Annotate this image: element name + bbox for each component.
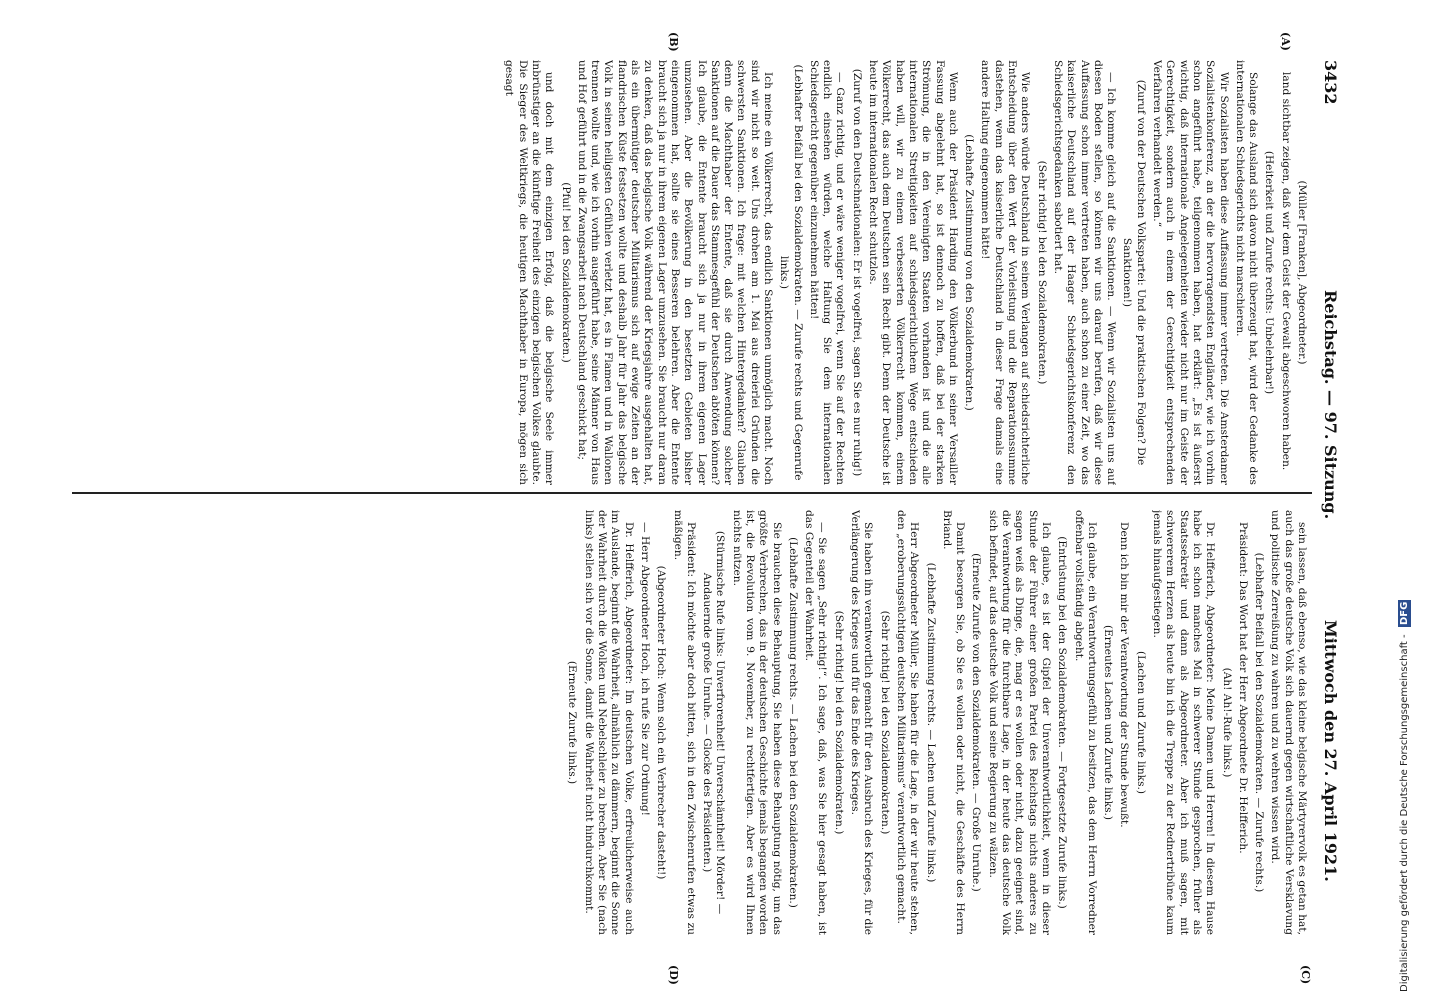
margin-marker-d: (D) [667,965,680,985]
interjection: (Erneutes Lachen und Zurufe links.) [1102,624,1115,821]
interjection: (Pfui! bei den Sozialdemokraten.) [559,182,572,363]
paragraph: Ich meine ein Völkerrecht, das endlich Sanktionen unmöglich macht. Noch sind wir nicht so weit. Uns drohen am 1. Mai aus dreierlei Gründen die schwersten Sanktionen. Ich frage: mit welchen Hintergedanken? Glauben denn die Machthaber der Entente, daß sie durch Anwendung solcher Sanktionen auf die Dauer das Stammesgefühl der Deutschen abtöten können? Ich glaube, die Entente braucht sich ja nur in ihrem eigenen Lager umzusehen. Aber die Bevölkerung in den besetzten Gebieten bisher eingenommen hat, sollte sie eines Besseren belehren. Aber die Entente braucht sich ja nur in ihrem eigenen Lager umzusehen. Sie braucht nur daran zu denken, daß das belgische Volk während der Kriegsjahre ausgehalten hat, als ein übermütiger deutscher Militarismus sich auf ewige Zeiten an der flandrischen Küste festsetzen wollte und deshalb Jahr für Jahr das belgische Volk in seinen heiligsten Gefühlen verletzt hat, es in Flamen und in Wallonen trennen wollte und, wie ich vorhin ausgeführt habe, seine Männer von Haus und Hof geführt und in die Zwangsarbeit nach Deutschland geschickt hat; [575,60,775,485]
margin-marker-c: (C) [1299,965,1312,985]
paragraph: Wir Sozialisten haben diese Auffassung immer vertreten. Die Amsterdamer Sozialistenkonferenz, an der die hervorragendsten Engländer, wie ich vorhin schon angeführt habe, teilgenommen haben, hat erklärt: „Es ist äußerst wichtig, daß internationale Angelegenheiten wieder nicht nur im Geiste der Gerechtigkeit, sondern auch in einem der Gerechtigkeit entsprechenden Verfahren verhandelt werden.“ [1151,60,1230,485]
document-page [50,0,1370,1000]
interjection: (Lachen und Zurufe links.) [1134,650,1147,795]
paragraph: Solange das Ausland sich davon nicht überzeugt hat, wird der Gedanke des internationalen Schiedsgerichts nicht marschieren. [1233,60,1260,485]
interjection: (Lebhafte Zustimmung rechts. — Lachen bei den Sozialdemokraten.) [786,537,799,908]
paragraph: Präsident: Ich möchte aber doch bitten, sich in den Zwischenrufen etwas zu mäßigen. [671,510,697,935]
interjection: (Stürmische Rufe links: Unverfrorenheit! Unverschämtheit! Mörder! — Andauernde große Unruhe. — Glocke des Präsidenten.) [701,530,727,915]
page-header [1314,60,1340,940]
interjection: (Erneute Zurufe links.) [566,660,579,785]
interjection: (Lebhafte Zustimmung rechts. — Lachen und Zurufe links.) [924,562,937,883]
funding-note [1398,8,1428,992]
paragraph: Wie anders würde Deutschland in seinem Verlangen auf schiedsrichterliche Entscheidung über den Wert der Vorleistung und die Reparationssumme dastehen, wenn das kaiserliche Deutschland in dieser Frage damals eine andere Haltung eingenommen hätte! [979,60,1032,485]
interjection: (Zuruf von den Deutschnationalen: Er ist vogelfrei, sagen Sie es nur ruhig!) [850,68,863,477]
margin-marker-b: (B) [667,32,680,52]
interjection: (Erneute Zurufe von den Sozialdemokraten. — Große Unruhe.) [970,553,983,892]
paragraph: land sichtbar zeigen, daß wir dem Geist der Gewalt abgeschworen haben. [1279,72,1292,471]
paragraph: Denn ich bin mir der Verantwortung der Stunde bewußt. [1118,522,1131,828]
paragraph: — Sie sagen „Sehr richtig!“. Ich sage, daß, was Sie hier gesagt haben, ist das Gegenteil der Wahrheit. [803,510,829,935]
paragraph: — Herr Abgeordneter Hoch, ich rufe Sie zur Ordnung! [638,522,651,816]
dfg-logo: DFG [1399,601,1410,626]
paragraph: Sie haben ihn verantwortlich gemacht für den Ausbruch des Krieges, für die Verlängerung des Krieges und für das Ende des Krieges. [849,510,875,935]
paragraph: Ich glaube, ein Verantwortungsgefühl zu besitzen, das dem Herrn Vorredner offenbar vollständig abgeht. [1072,510,1098,935]
session-date: Mittwoch den 27. April 1921. [1321,620,1340,882]
paragraph: Ich glaube, es ist der Gipfel der Unverantwortlichkeit, wenn in dieser Stunde der Führer einer großen Partei des Reichstags nichts anderes zu sagen weiß als Dinge, die, mag er es wollen oder nicht, dazu geeignet sind, die Verantwortung für die furchtbare Lage, in der heute das deutsche Volk sich befindet, auf das deutsche Volk und seine Regierung zu wälzen. [986,510,1052,935]
margin-marker-a: (A) [1279,32,1292,51]
interjection: (Sehr richtig! bei den Sozialdemokraten.) [878,610,891,835]
paragraph: Präsident: Das Wort hat der Herr Abgeordnete Dr. Helfferich. [1236,522,1249,854]
paragraph: — Ganz richtig, und er wäre weniger vogelfrei, wenn Sie auf der Rechten endlich einsehen würden, welche Haltung Sie dem internationalen Schiedsgericht gegenüber einzunehmen hätten! [807,60,847,485]
interjection: (Ah! Ah!-Rufe links.) [1220,667,1233,778]
paragraph: Herr Abgeordneter Müller, Sie haben für die Lage, in der wir heute stehen, den „eroberungssüchtigen deutschen Militarismus“ verantwortlich gemacht. [894,510,921,935]
interjection: (Sehr richtig! bei den Sozialdemokraten.) [832,610,845,835]
page-number: 3432 [1321,60,1340,105]
left-column [78,60,1308,485]
paragraph: und doch mit dem einzigen Erfolg, daß die belgische Seele immer inbrünstiger an die künftige Freiheit des einzigen belgischen Volkes glaubte. Die Sieger des Weltkriegs, die heutigen Machthaber in Europa, mögen sich gesagt [503,60,556,485]
interjection: (Lebhafte Zustimmung von den Sozialdemokraten.) [963,134,976,411]
interjection: (Sehr richtig! bei den Sozialdemokraten.) [1035,160,1048,385]
interjection: (Abgeordneter Hoch: Wenn solch ein Verbrecher dasteht!) [655,565,668,880]
column-divider [72,492,1312,494]
right-column [78,510,1308,935]
interjection: (Lebhafter Beifall bei den Sozialdemokraten. — Zurufe rechts und Gegenrufe links.) [778,64,804,481]
paragraph: Dr. Helfferich, Abgeordneter: Meine Damen und Herren! In diesem Hause habe ich schon manches Mal in schwerer Stunde gesprochen, früher als Staatssekretär und dann als Abgeordneter. Aber ich muß sagen, mit schwererem Herzen als heute bin ich die Treppe zu der Rednertribüne kaum jemals hinaufgestiegen. [1151,510,1217,935]
interjection: (Heiterkeit und Zurufe rechts: Unbelehrbar!) [1263,150,1276,395]
paragraph: (Müller [Franken], Abgeordneter.) [1296,180,1308,365]
paragraph: Wenn auch der Präsident Harding den Völkerbund in seiner Versailler Fassung abgelehnt hat, so ist dennoch zu hoffen, daß bei der starken Strömung, die in den Vereinigten Staaten vorhanden ist und die alle internationalen Streitigkeiten auf schiedsgerichtlichem Wege entschieden haben will, wir zu einem verbesserten Völkerrecht kommen, einem Völkerrecht, das auch dem Deutschen sein Recht gibt. Denn der Deutsche ist heute im internationalen Recht schutzlos. [867,60,959,485]
interjection: (Entrüstung bei den Sozialdemokraten. — Fortgesetzte Zurufe links.) [1056,536,1069,909]
paragraph: Dr. Helfferich, Abgeordneter: Im deutschen Volke, erfreulicherweise auch im Auslande, beginnt die Wahrheit, allmählich zu dämmern, beginnt die Sonne der Wahrheit durch die Wolken und Nebelschleier zu brechen. Aber Sie (nach links) stellen sich vor die Sonne, damit die Wahrheit nicht hindurchkommt. [582,510,635,935]
interjection: (Zuruf von der Deutschen Volkspartei: Und die praktischen Folgen? Die Sanktionen!) [1121,79,1147,466]
session-title: Reichstag. — 97. Sitzung. [1321,290,1340,520]
paragraph: Sie brauchen diese Behauptung, Sie haben diese Behauptung nötig, um das größte Verbrechen, das in der deutschen Geschichte jemals begangen worden ist, die Revolution vom 9. November, zu rechtfertigen. Aber es wird Ihnen nichts nützen. [730,510,783,935]
paragraph: — Ich komme gleich auf die Sanktionen. — Wenn wir Sozialisten uns auf diesen Boden stellen, so können wir uns darauf berufen, daß wir diese Auffassung schon immer vertreten haben, auch schon zu einer Zeit, wo das kaiserliche Deutschland auf der Haager Schiedsgerichtskonferenz den Schiedsgerichtsgedanken sabotiert hat. [1051,60,1118,485]
funding-text: Digitalisierung gefördert durch die Deutsche Forschungsgemeinschaft - [1399,634,1410,992]
paragraph: Damit besorgen Sie, ob Sie es wollen oder nicht, die Geschäfte des Herrn Briand. [940,510,967,935]
interjection: (Lebhafter Beifall bei den Sozialdemokraten. — Zurufe rechts.) [1253,552,1266,893]
paragraph: sein lassen, daß ebenso, wie das kleine belgische Märtyrervolk es getan hat, auch das große deutsche Volk sich dauernd gegen wirtschaftliche Versklavung und politische Zerreißung zu wahren und zu wehren wissen wird. [1269,510,1308,935]
